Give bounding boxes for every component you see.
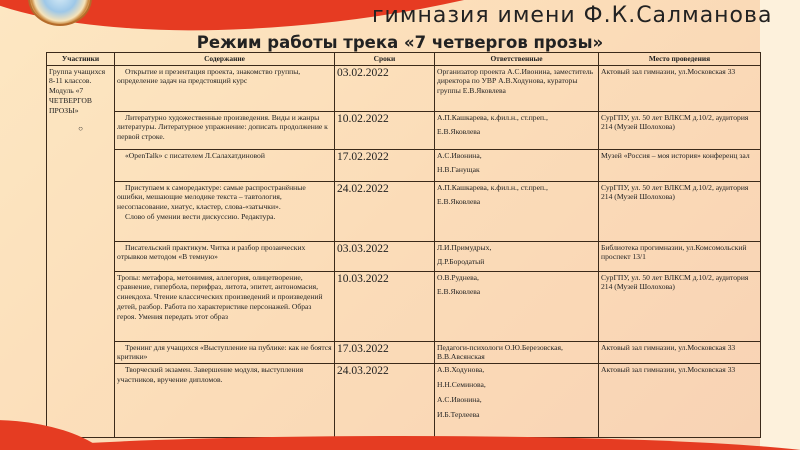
column-header-responsible: Ответственные [435, 53, 599, 66]
page-title: Режим работы трека «7 четвергов прозы» [196, 33, 604, 52]
schedule-table [46, 52, 761, 438]
place-cell: Актовый зал гимназии, ул.Московская 33 [599, 364, 761, 438]
place-cell: СурГПУ, ул. 50 лет ВЛКСМ д.10/2, аудитория 214 (Музей Шолохова) [599, 271, 761, 341]
table-row [47, 181, 761, 241]
right-margin-strip [760, 0, 800, 450]
table-row [47, 65, 761, 111]
content-cell: Приступаем к саморедактуре: самые распространённые ошибки, мешающие мелодике текста – тавтология, несогласование, хиатус, кластер, слова-«затычки». Слово об умении вести дискуссию. Редактура. [115, 181, 335, 241]
place-cell: Библиотека прогимназии, ул.Комсомольский проспект 13/1 [599, 241, 761, 271]
content-cell: Творческий экзамен. Завершение модуля, выступления участников, вручение дипломов. [115, 364, 335, 438]
content-cell: Писательский практикум. Читка и разбор прозаических отрывков методом «В темную» [115, 241, 335, 271]
date-cell: 03.02.2022 [335, 65, 435, 111]
responsible-cell: А.П.Кашкарева, к.фил.н., ст.преп., Е.В.Яковлева [435, 181, 599, 241]
place-cell: Актовый зал гимназии, ул.Московская 33 [599, 65, 761, 111]
participants-text: Группа учащихся 8-11 классов. Модуль «7 ЧЕТВЕРГОВ ПРОЗЫ» [49, 66, 106, 116]
responsible-cell: А.В.Ходунова, Н.Н.Семинова, А.С.Ивонина, И.Б.Терлеева [435, 364, 599, 438]
responsible-cell: О.В.Руднева, Е.В.Яковлева [435, 271, 599, 341]
participants-cell [47, 65, 115, 438]
column-header-dates: Сроки [335, 53, 435, 66]
date-cell: 24.02.2022 [335, 181, 435, 241]
content-cell: Тренинг для учащихся «Выступление на публике: как не боятся критики» [115, 341, 335, 364]
table-row [47, 149, 761, 181]
place-cell: Актовый зал гимназии, ул.Московская 33 [599, 341, 761, 364]
responsible-cell: А.П.Кашкарева, к.фил.н., ст.преп., Е.В.Яковлева [435, 111, 599, 149]
responsible-cell: Организатор проекта А.С.Ивонина, заместитель директора по УВР А.В.Ходунова, кураторы группы Е.В.Яковлева [435, 65, 599, 111]
place-cell: СурГПУ, ул. 50 лет ВЛКСМ д.10/2, аудитория 214 (Музей Шолохова) [599, 181, 761, 241]
date-cell: 10.03.2022 [335, 271, 435, 341]
date-cell: 03.03.2022 [335, 241, 435, 271]
content-cell: «OpenTalk» с писателем Л.Салахатдиновой [115, 149, 335, 181]
column-header-content: Содержание [115, 53, 335, 66]
column-header-participants: Участники [47, 53, 115, 66]
content-cell: Открытие и презентация проекта, знакомство группы, определение задач на предстоящий курс [115, 65, 335, 111]
content-cell: Тропы: метафора, метонимия, аллегория, олицетворение, сравнение, гипербола, перифраз, литота, эпитет, антономасия, синекдоха. Чтение классических произведений и произведений детей, разбор. Работа по характеристике персонажей. Образ героя. Умения передать этот образ [115, 271, 335, 341]
content-cell: Литературно художественные произведения. Виды и жанры литературы. Литературное упражнение: дописать продолжение к первой строке. [115, 111, 335, 149]
date-cell: 17.02.2022 [335, 149, 435, 181]
responsible-cell: Педагоги-психологи О.Ю.Березовская, В.В.Авсянская [435, 341, 599, 364]
table-row [47, 241, 761, 271]
place-cell: СурГПУ, ул. 50 лет ВЛКСМ д.10/2, аудитория 214 (Музей Шолохова) [599, 111, 761, 149]
table-row [47, 364, 761, 438]
responsible-cell: А.С.Ивонина, Н.В.Ганущак [435, 149, 599, 181]
table-row [47, 111, 761, 149]
table-row [47, 271, 761, 341]
date-cell: 17.03.2022 [335, 341, 435, 364]
school-name: гимназия имени Ф.К.Салманова [372, 3, 773, 28]
date-cell: 24.03.2022 [335, 364, 435, 438]
column-header-place: Место проведения [599, 53, 761, 66]
bullet-circle-icon: ○ [78, 123, 83, 133]
date-cell: 10.02.2022 [335, 111, 435, 149]
responsible-cell: Л.И.Примудрых, Д.Р.Бородатый [435, 241, 599, 271]
table-row [47, 341, 761, 364]
table-header-row [47, 53, 761, 66]
place-cell: Музей «Россия – моя история» конференц зал [599, 149, 761, 181]
